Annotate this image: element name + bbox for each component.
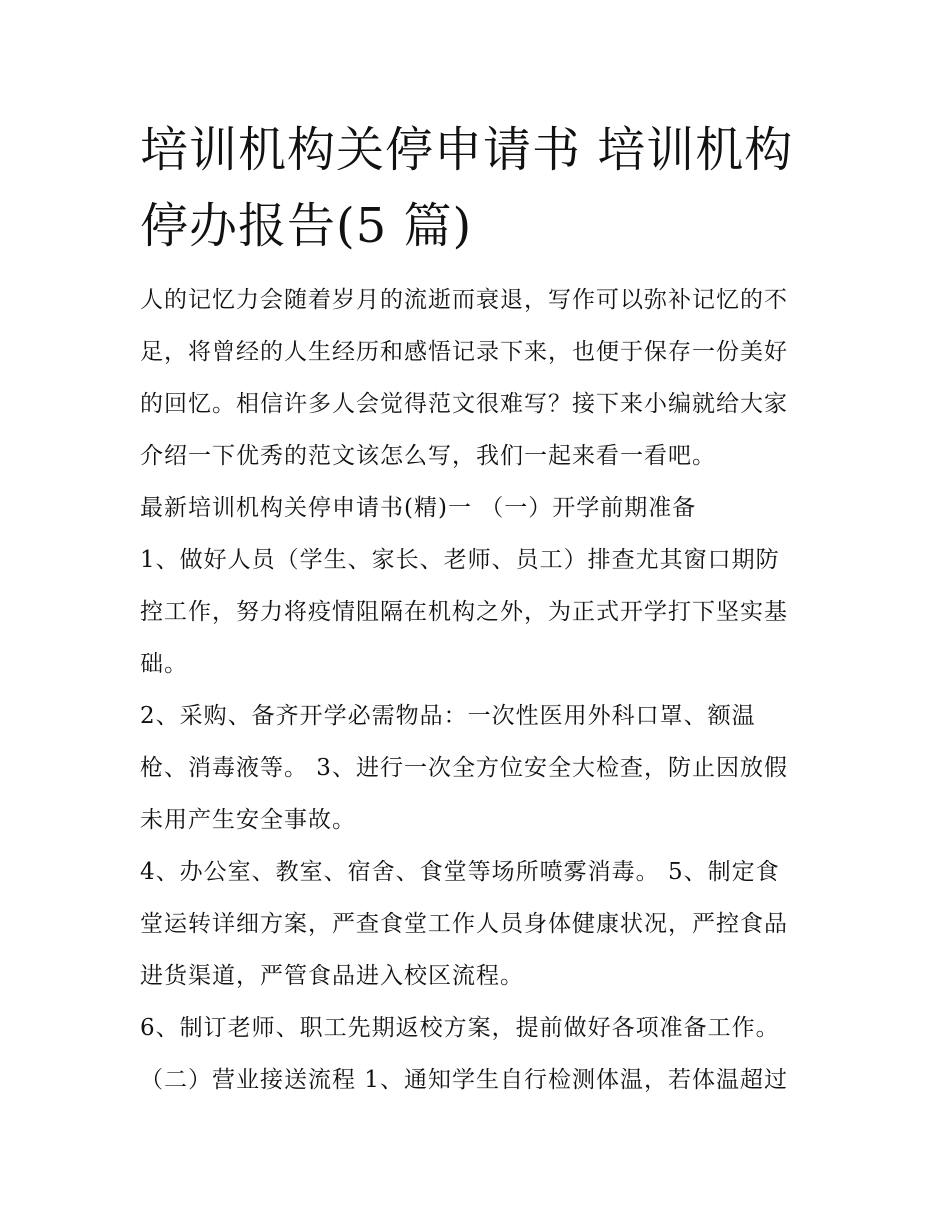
body-line: 进货渠道，严管食品进入校区流程。 bbox=[140, 963, 524, 989]
document-body bbox=[140, 274, 830, 1106]
body-line: 堂运转详细方案，严查食堂工作人员身体健康状况，严控食品 bbox=[140, 911, 788, 937]
body-line: 介绍一下优秀的范文该怎么写，我们一起来看一看吧。 bbox=[140, 443, 716, 469]
body-line: 6、制订老师、职工先期返校方案，提前做好各项准备工作。 bbox=[140, 1015, 780, 1041]
body-line: 未用产生安全事故。 bbox=[140, 807, 356, 833]
body-line: 人的记忆力会随着岁月的流逝而衰退，写作可以弥补记忆的不 bbox=[140, 287, 788, 313]
document-title bbox=[140, 112, 840, 264]
title-line-1: 培训机构关停申请书 培训机构 bbox=[140, 122, 794, 178]
body-line: 1、做好人员（学生、家长、老师、员工）排查尤其窗口期防 bbox=[140, 547, 780, 573]
body-line: 枪、消毒液等。 3、进行一次全方位安全大检查，防止因放假 bbox=[140, 755, 788, 781]
body-line: （二）营业接送流程 1、通知学生自行检测体温，若体温超过 bbox=[140, 1067, 788, 1093]
body-line: 控工作，努力将疫情阻隔在机构之外，为正式开学打下坚实基 bbox=[140, 599, 788, 625]
body-line: 足，将曾经的人生经历和感悟记录下来，也便于保存一份美好 bbox=[140, 339, 788, 365]
body-line: 的回忆。相信许多人会觉得范文很难写？接下来小编就给大家 bbox=[140, 391, 788, 417]
body-line: 础。 bbox=[140, 651, 188, 677]
section-heading-line: 最新培训机构关停申请书(精)一 （一）开学前期准备 bbox=[140, 495, 697, 521]
body-line: 2、采购、备齐开学必需物品：一次性医用外科口罩、额温 bbox=[140, 703, 756, 729]
title-line-2: 停办报告(5 篇) bbox=[140, 198, 473, 254]
body-line: 4、办公室、教室、宿舍、食堂等场所喷雾消毒。 5、制定食 bbox=[140, 859, 780, 885]
